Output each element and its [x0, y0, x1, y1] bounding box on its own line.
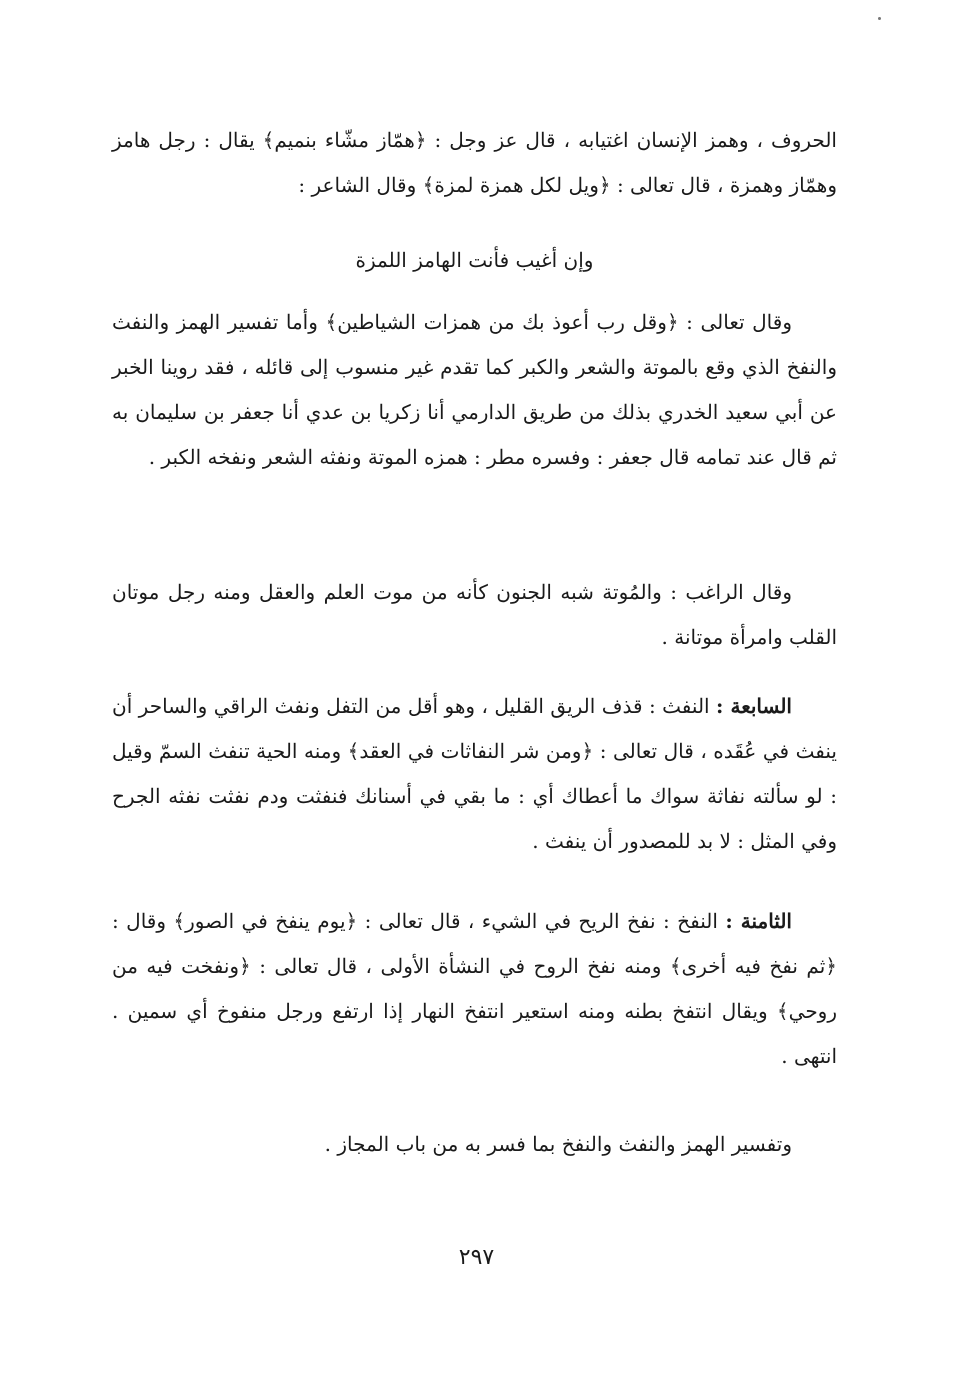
paragraph-2: وقال تعالى : ﴿وقل رب أعوذ بك من همزات الشياطين﴾ وأما تفسير الهمز والنفث والنفخ الذي وقع بالموتة والشعر والكبر كما تقدم غير منسوب إلى قائله ، فقد روينا الخبر عن أبي سعيد الخدري بذلك من طريق الدارمي أنا زكريا بن عدي أنا جعفر بن سليمان به ثم قال عند تمامه قال جعفر : وفسره مطر : همزه الموتة ونفثه الشعر ونفخه الكبر . [112, 310, 837, 469]
poetry-verse: وإن أغيب فأنت الهامز اللمزة [355, 248, 594, 272]
paragraph-5-body: النفخ : نفخ الريح في الشيء ، قال تعالى : ﴿يوم ينفخ في الصور﴾ وقال : ﴿ثم نفخ فيه أخرى﴾ ومنه نفخ الروح في النشأة الأولى ، قال تعالى : ﴿ونفخت فيه من روحي﴾ ويقال انتفخ بطنه ومنه استعير انتفخ النهار إذا ارتفع ورجل منفوخ أي سمين . انتهى . [112, 909, 837, 1068]
paragraph-5 [112, 899, 837, 1079]
paragraph-4-body: النفث : قذف الريق القليل ، وهو أقل من التفل ونفث الراقي والساحر أن ينفث في عُقَده ، قال تعالى : ﴿ومن شر النفاثات في العقد﴾ ومنه الحية تنفث السمّ وقيل : لو سألته نفاثة سواك ما أعطاك أي : ما بقي في أسنانك فنفثت ودم نفثت نفثه الجرح وفي المثل : لا بد للمصدور أن ينفث . [112, 694, 837, 853]
page-number: ٢٩٧ [458, 1245, 495, 1270]
paragraph-6: وتفسير الهمز والنفث والنفخ بما فسر به من باب المجاز . [324, 1132, 792, 1156]
section-heading-seventh: السابعة : [716, 694, 792, 718]
paragraph-1: الحروف ، وهمز الإنسان اغتيابه ، قال عز وجل : ﴿همّاز مشّاء بنميم﴾ يقال : رجل هامز وهمّاز وهمزة ، قال تعالى : ﴿ويل لكل همزة لمزة﴾ وقال الشاعر : [112, 128, 837, 197]
section-heading-eighth: الثامنة : [725, 909, 792, 933]
scan-speck [878, 17, 881, 20]
paragraph-3: وقال الراغب : والمُوتة شبه الجنون كأنه من موت العلم والعقل ومنه رجل موتان القلب وامرأة موتانة . [112, 580, 837, 649]
paragraph-4 [112, 684, 837, 864]
